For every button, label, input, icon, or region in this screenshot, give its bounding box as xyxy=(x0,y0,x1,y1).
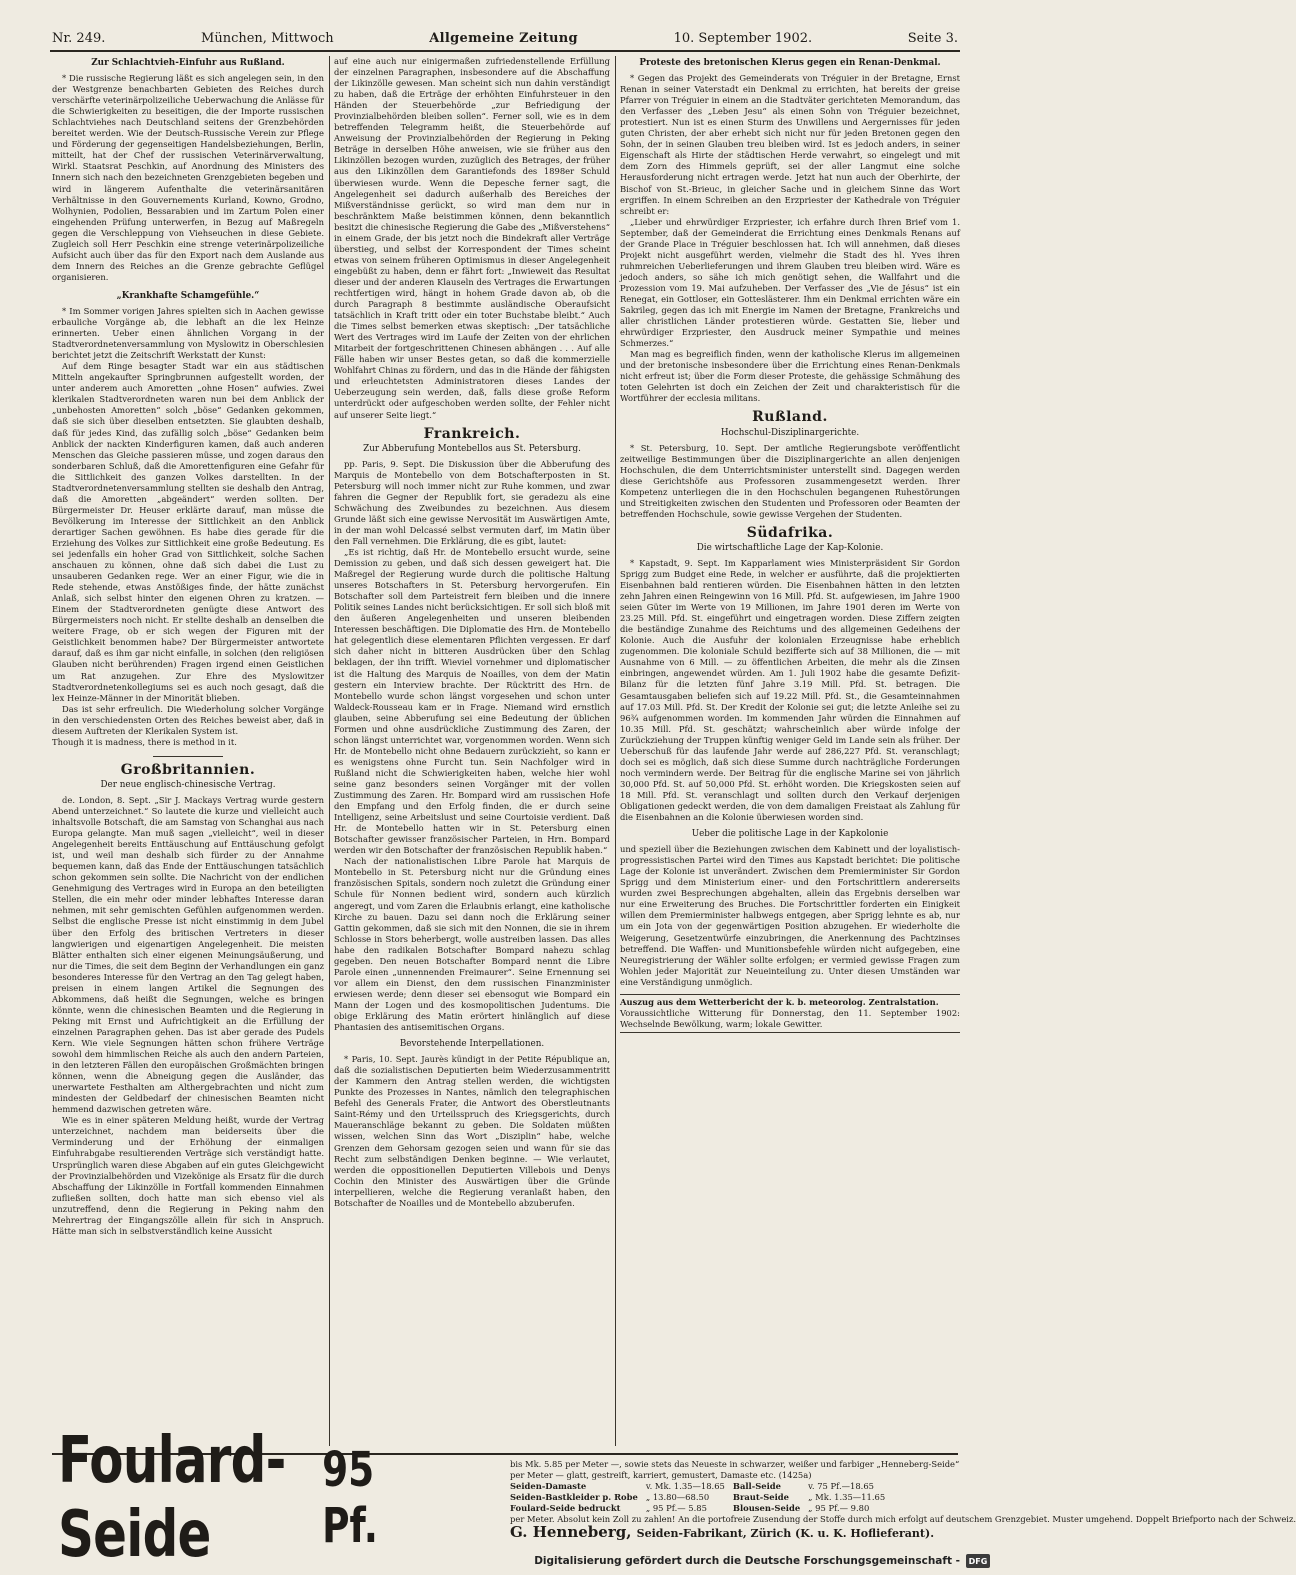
article-paragraph: Man mag es begreiflich finden, wenn der katholische Klerus im allgemeinen und der bretonische insbesondere über die Errichtung eines Renan-Denkmals nicht erfreut ist; über die Form dieser Proteste, die gehässige Schmähung des toten Gelehrten ist doch ein Zeichen der Zeit und charakteristisch für die Wortführer der ecclesia militans. xyxy=(620,349,960,404)
page-number: Seite 3. xyxy=(907,30,958,46)
article-paragraph: * Im Sommer vorigen Jahres spielten sich in Aachen gewisse erbauliche Vorgänge ab, die lebhaft an die lex Heinze erinnerten. Ueber einen ähnlichen Vorgang in der Stadtverordnetenversammlung von Myslowitz in Oberschlesien berichtet jetzt die Zeitschrift Werkstatt der Kunst: xyxy=(52,305,324,361)
ad-firm xyxy=(510,1523,956,1541)
ad-firm-detail: Seiden-Fabrikant, Zürich (K. u. K. Hoflieferant). xyxy=(636,1527,935,1540)
article-heading: Proteste des bretonischen Klerus gegen ein Renan-Denkmal. xyxy=(639,58,941,68)
section-separator xyxy=(52,756,324,757)
article-heading: Zur Schlachtvieh-Einfuhr aus Rußland. xyxy=(91,58,285,68)
ad-product-name: Foulard-Seide xyxy=(58,1424,286,1572)
issue-number: Nr. 249. xyxy=(52,30,106,46)
table-cell: Seiden-Bastkleider p. Robe xyxy=(510,1492,638,1502)
quote-line: Though it is madness, there is method in it. xyxy=(52,736,237,747)
article-paragraph: * Kapstadt, 9. Sept. Im Kapparlament wies Ministerpräsident Sir Gordon Sprigg zum Budget eine Rede, in welcher er ausführte, daß die projektierten Eisenbahnen bald rentieren würden. Die Eisenbahnen hätten in den letzten zehn Jahren einen Reingewinn von 16 Mill. Pfd. St. aufgewiesen, im Jahre 1900 seien Güter im Werte von 19 Millionen, im Jahre 1901 deren im Werte von 23.25 Mill. Pfd. St. eingeführt und eingetragen worden. Diese Ziffern zeigten die beständige Zunahme des Reichtums und des allgemeinen Gedeihens der Kolonie. Auch die Ausfuhr der kolonialen Erzeugnisse habe erheblich zugenommen. Die koloniale Schuld bezifferte sich auf 38 Millionen, die — mit Ausnahme von 6 Mill. — zu öffentlichen Arbeiten, die mehr als die Zinsen einbringen, angewendet würden. Am 1. Juli 1902 habe die gesamte Defizit-Bilanz für die letzten fünf Jahre 3.19 Mill. Pfd. St. betragen. Die Gesamtausgaben beliefen sich auf 19.22 Mill. Pfd. St., die Gesamteinnahmen auf 17.03 Mill. Pfd. St. Der Kredit der Kolonie sei gut; die letzte Anleihe sei zu 96¾ aufgenommen worden. Im kommenden Jahr würden die Einnahmen auf 10.35 Mill. Pfd. St. geschätzt; wahrscheinlich aber würde infolge der Zurückziehung der Truppen künftig weniger Geld im Lande sein als früher. Der Ueberschuß für das laufende Jahr werde auf 286,227 Pfd. St. veranschlagt; doch sei es möglich, daß sich diese Summe durch nachträgliche Forderungen noch vermindern werde. Der Beitrag für die englische Marine sei von jährlich 30,000 Pfd. St. auf 50,000 Pfd. St. erhöht worden. Die Kriegskosten seien auf 18 Mill. Pfd. St. veranschlagt und sollten durch den Verkauf derjenigen Obligationen gedeckt werden, die von dem damaligen Freistaat als Zahlung für die Eisenbahnen an die Kolonie überwiesen worden sind. xyxy=(620,557,960,823)
masthead: Allgemeine Zeitung xyxy=(429,30,578,46)
page-header xyxy=(52,28,958,48)
ad-details xyxy=(510,1459,1296,1541)
article-subheading: Bevorstehende Interpellationen. xyxy=(399,1039,545,1050)
table-cell: „ 13.80—68.50 xyxy=(645,1492,710,1502)
article-paragraph: Das ist sehr erfreulich. Die Wiederholung solcher Vorgänge in den verschiedensten Orten des Reiches beweist aber, daß in diesem Auftreten der Klerikalen System ist. xyxy=(52,703,324,736)
ad-price-table xyxy=(510,1481,893,1514)
weather-title: Auszug aus dem Wetterbericht der k. b. meteorolog. Zentralstation. xyxy=(620,996,939,1007)
article-subheading: Die wirtschaftliche Lage der Kap-Kolonie. xyxy=(696,542,884,553)
column-rule xyxy=(329,56,330,1446)
dfg-logo-icon: DFG xyxy=(966,1554,990,1568)
ad-line: bis Mk. 5.85 per Meter —, sowie stets das Neueste in schwarzer, weißer und farbiger „Henneberg-Seide“ xyxy=(510,1459,960,1469)
ad-line: per Meter — glatt, gestreift, karriert, gemustert, Damaste etc. (1425a) xyxy=(510,1470,812,1480)
table-cell: „ 95 Pf.— 5.85 xyxy=(645,1503,707,1513)
ad-line: per Meter. Absolut kein Zoll zu zahlen! An die portofreie Zusendung der Stoffe durch mich erfolgt auf deutschem Grenzgebiet. Muster umgehend. Doppelt Briefporto nach der Schweiz. xyxy=(510,1514,1296,1524)
article-paragraph: de. London, 8. Sept. „Sir J. Mackays Vertrag wurde gestern Abend unterzeichnet.“ So lautete die kurze und vielleicht auch inhaltsvolle Botschaft, die am Samstag von Schanghai aus nach Europa gelangte. Man muß sagen „vielleicht“, weil in dieser Angelegenheit bereits Enttäuschung auf Enttäuschung gefolgt ist, und weil man deshalb sich fürder zu der Annahme bequemen kann, daß das Ende der Enttäuschungen tatsächlich schon gekommen sein sollte. Die Nachricht von der endlichen Genehmigung des Vertrages wird in Europa an den beteiligten Stellen, die ein mehr oder minder lebhaftes Interesse daran nehmen, mit sehr gemischten Gefühlen aufgenommen werden. Selbst die englische Presse ist nicht einstimmig in dem Jubel über den Erfolg des britischen Vertreters in dieser langwierigen und eigenartigen Angelegenheit. Die meisten Blätter enthalten sich einer eigenen Meinungsäußerung, und nur die Times, die seit dem Beginn der Verhandlungen ein ganz besonderes Interesse für den Vertrag an den Tag gelegt haben, preisen in einem langen Artikel die Segnungen des Abkommens, daß heißt die Segnungen, welche es bringen könnte, wenn die chinesischen Beamten und die Regierung in Peking mit Ernst und Aufrichtigkeit an die Erfüllung der einzelnen Paragraphen gehen. Das ist aber gerade des Pudels Kern. Wie viele Segnungen hätten schon frühere Verträge sowohl dem himmlischen Reiche als auch den andern Parteien, in den letzteren Fällen den europäischen Großmächten bringen können, wenn die Abneigung gegen die Ausländer, das unerwartete Festhalten am Althergebrachten und nicht zum mindesten der Geldbedarf der chinesischen Beamten nicht hemmend dazwischen getreten wäre. xyxy=(52,794,324,1115)
table-cell: „ Mk. 1.35—11.65 xyxy=(808,1492,886,1502)
article-paragraph: und speziell über die Beziehungen zwischen dem Kabinett und der loyalistisch-progressistischen Partei wird den Times aus Kapstadt berichtet: Die politische Lage der Kolonie ist unverändert. Zwischen dem Premierminister Sir Gordon Sprigg und dem Ministerium einer- und den Fortschrittlern andererseits wurden zwei Besprechungen abgehalten, allein das Ergebnis derselben war nur eine Erweiterung des Bruches. Die Fortschrittler forderten ein Einigkeit willen dem Premierminister halbwegs entgegen, aber Sprigg lehnte es ab, nur um ein Jota von der gegenwärtigen Position abzugehen. Er wiederholte die Weigerung, Gesetzentwürfe einzubringen, die Anerkennung des Pachtzinses betreffend. Die Waffen- und Munitionsbefehle würden nicht aufgegeben, eine Neuregistrierung der Wähler sollte erfolgen; er vermied gewisse Fragen zum Wohlen jeder Majorität zur Neueinteilung zu. Unter diesen Umständen war eine Verständigung unmöglich. xyxy=(620,844,960,987)
column-2 xyxy=(334,56,610,1448)
article-subheading: Zur Abberufung Montebellos aus St. Petersburg. xyxy=(363,443,581,454)
table-cell: Braut-Seide xyxy=(732,1492,789,1502)
section-heading-sa: Südafrika. xyxy=(746,524,834,541)
credit-text: Digitalisierung gefördert durch die Deutsche Forschungsgemeinschaft - xyxy=(534,1555,960,1567)
weather-text: Voraussichtliche Witterung für Donnerstag, den 11. September 1902: Wechselnde Bewölkung, warm; lokale Gewitter. xyxy=(620,1007,960,1029)
table-cell: v. 75 Pf.—18.65 xyxy=(808,1481,874,1491)
article-paragraph: „Es ist richtig, daß Hr. de Montebello ersucht wurde, seine Demission zu geben, und daß sich dessen geweigert hat. Die Maßregel der Regierung wurde durch die politische Haltung unseres Botschafters in St. Petersburg hervorgerufen. Ein Botschafter soll dem Parteistreit fern bleiben und die innere Politik seines Landes nicht berücksichtigen. Er soll sich bloß mit den äußeren Angelegenheiten und unseren bleibenden Interessen beschäftigen. Die Diplomatie des Hrn. de Montebello hat gelegentlich diese elementaren Pflichten vergessen. Er darf sich daher nicht in bitteren Ausdrücken über den Schlag beklagen, der ihn trifft. Wieviel vornehmer und diplomatischer ist die Haltung des Marquis de Noailles, von dem der Matin gestern ein Interview brachte. Der Rücktritt des Hrn. de Montebello wurde schon längst vorgesehen und schon unter Waldeck-Rousseau kam er in Frage. Niemand wird ernstlich glauben, seine Abberufung sei eine Bedeutung der üblichen Formen und ohne ausdrückliche Zustimmung des Zaren, der schon längst unterrichtet war, vorgenommen worden. Wenn sich Hr. de Montebello nicht ohne Bedauern zurückzieht, so kann er es wenigstens ohne Furcht tun. Sein Nachfolger wird in Rußland nicht die Schwierigkeiten haben, welche hier wohl seine ganz besonders seinen Vorgänger mit der vollen Zustimmung des Zaren. Hr. Bompard wird am russischen Hofe den Empfang und den Erfolg finden, die er durch seine Intelligenz, seine Arbeitslust und seine Courtoisie verdient. Daß Hr. de Montebello hatten wir in St. Petersburg einen Botschafter gewisser französischer Parteien, in Hrn. Bompard werden wir den Botschafter der französischen Republik haben.“ xyxy=(334,547,610,856)
section-heading-ru: Rußland. xyxy=(752,409,828,426)
article-paragraph: * St. Petersburg, 10. Sept. Der amtliche Regierungsbote veröffentlicht zeitweilige Bestimmungen über die Disziplinargerichte an allen denjenigen Hochschulen, die dem Unterrichtsminister unterstellt sind. Dagegen werden diese Gerichtshöfe aus Professoren zusammengesetzt werden. Ihrer Kompetenz unterliegen die in den Hochschulen begangenen Ruhestörungen und Streitigkeiten zwischen den Studenten und Professoren oder Beamten der betreffenden Hochschule, sowie gewisse Vergehen der Studenten. xyxy=(620,442,960,519)
weather-report xyxy=(620,994,960,1033)
section-heading-gb: Großbritannien. xyxy=(120,761,256,778)
article-paragraph: * Gegen das Projekt des Gemeinderats von Tréguier in der Bretagne, Ernst Renan in seiner Vaterstadt ein Denkmal zu errichten, hat bereits der greise Pfarrer von Tréguier in einem an die Stadtväter gerichteten Memorandum, das den Verfasser des „Leben Jesu“ als einen Sohn von Tréguier bezeichnet, protestiert. Nun ist es einen Sturm des Unwillens und Aergernisses für jeden guten Christen, der aber erhebt sich nicht nur für jeden Bretonen gegen den Sohn, der in seinen Glauben treu bleiben wird. Ist es jedoch anders, in seiner Eigenschaft als Hirte der städtischen Herde verwahrt, so eingelegt und mit dem Zorn des Himmels geprüft, sei der aller Langmut eine solche Herausforderung nicht ertragen werde. Jetzt hat nun auch der Oberhirte, der Bischof von St.-Brieuc, in gleicher Sache und in gleichem Sinne das Wort ergriffen. In einem Schreiben an den Erzpriester der Kathedrale von Tréguier schreibt er: xyxy=(620,73,960,216)
article-paragraph: „Lieber und ehrwürdiger Erzpriester, ich erfahre durch Ihren Brief vom 1. September, daß der Gemeinderat die Errichtung eines Denkmals Renans auf der Grande Place in Tréguier beschlossen hat. Ich will annehmen, daß dieses Projekt nicht ausgeführt werden, vielmehr die Stadt des hl. Yves ihren ruhmreichen Ueberlieferungen und ihrem Glauben treu bleiben wird. Wäre es jedoch anders, so sähe ich mich genötigt sehen, die Wallfahrt und die Prozession vom 19. Mai aufzuheben. Der Verfasser des „Vie de Jésus“ ist ein Renegat, ein Gottloser, ein Gotteslästerer. Ihm ein Denkmal errichten wäre ein Sakrileg, gegen das ich mit Energie im Namen der Bretagne, Frankreichs und aller christlichen Länder protestieren würde. Gestatten Sie, lieber und ehrwürdiger Erzpriester, den Ausdruck meiner Sympathie und meines Schmerzes.“ xyxy=(620,216,960,349)
article-subheading: Ueber die politische Lage in der Kapkolonie xyxy=(691,829,889,840)
article-subheading: Der neue englisch-chinesische Vertrag. xyxy=(100,779,276,790)
ad-headline xyxy=(58,1424,401,1572)
article-subheading: Hochschul-Disziplinargerichte. xyxy=(720,427,860,438)
ad-firm-name: G. Henneberg, xyxy=(510,1523,632,1541)
article-paragraph: pp. Paris, 9. Sept. Die Diskussion über die Abberufung des Marquis de Montebello von dem Botschafterposten in St. Petersburg will noch immer nicht zur Ruhe kommen, und zwar fahren die Gegner der Republik fort, sie geradezu als eine Schwächung des Zweibundes zu bezeichnen. Aus diesem Grunde läßt sich eine gewisse Nervosität im Auswärtigen Amte, in der man wohl Delcassé selbst vermuten darf, im Matin über den Fall vernehmen. Die Erklärung, die es gibt, lautet: xyxy=(334,458,610,546)
table-cell: Blousen-Seide xyxy=(732,1503,801,1513)
section-heading-fr: Frankreich. xyxy=(423,425,521,442)
article-heading: „Krankhafte Schamgefühle.“ xyxy=(116,290,260,301)
table-row xyxy=(510,1492,893,1503)
article-paragraph: * Die russische Regierung läßt es sich angelegen sein, in den der Westgrenze benachbarten Gebieten des Reiches durch verschärfte veterinärpolizeiliche Ueberwachung die Anlässe für die Schwierigkeiten zu beseitigen, die der Importe russischen Schlachtviehes nach Deutschland seitens der Grenzbehörden bereitet werden. Wie der Deutsch-Russische Verein zur Pflege und Förderung der gegenseitigen Handelsbeziehungen, Berlin, mitteilt, hat der Chef der russischen Veterinärverwaltung, Wirkl. Staatsrat Peschkin, auf Anordnung des Ministers des Innern sich nach den bezeichneten Grenzgebieten begeben und wird in längerem Aufenthalte die veterinärsanitären Verhältnisse in den Gouvernements Kurland, Kowno, Grodno, Wolhynien, Podolien, Bessarabien und im Zartum Polen einer eingehenden Prüfung unterwerfen, in Bezug auf Maßregeln gegen die Verschleppung von Viehseuchen in diese Gebiete. Zugleich soll Herr Peschkin eine strenge veterinärpolizeiliche Aufsicht auch über das für den Export nach dem Auslande aus dem Innern des Reiches an die Grenze gebrachte Geflügel organisieren. xyxy=(52,73,324,282)
table-row xyxy=(510,1503,893,1514)
header-rule xyxy=(50,50,960,52)
article-paragraph: Nach der nationalistischen Libre Parole hat Marquis de Montebello in St. Petersburg nicht nur die Gründung eines französischen Spitals, sondern noch zuletzt die Gründung einer Schule für Nonnen bedient wird, sondern auch kürzlich angeregt, und vom Zaren die Erlaubnis erlangt, eine katholische Kirche zu bauen. Dazu sei dann noch die Erklärung seiner Gattin gekommen, daß sie sich mit den Nonnen, die sie in ihrem Schlosse in Stors beherbergt, wolle austreiben lassen. Das alles habe den radikalen Botschafter Bompard nahezu schlag gegeben. Den neuen Botschafter Bompard nennt die Libre Parole einen „unnennenden Freimaurer“. Seine Ernennung sei vor allem ein Dienst, den dem russischen Finanzminister erwiesen werde; denn dieser sei ebensogut wie Bompard ein Mann der Logen und des kosmopolitischen Judentums. Die obige Erklärung des Matin erörtert hinlänglich auf diese Phantasien des antisemitischen Organs. xyxy=(334,856,610,1033)
column-1 xyxy=(52,56,324,1448)
table-cell: Ball-Seide xyxy=(732,1481,781,1491)
article-paragraph: Wie es in einer späteren Meldung heißt, wurde der Vertrag unterzeichnet, nachdem man beiderseits über die Verminderung und der Erhöhung der einmaligen Einfuhrabgabe resultierenden Verträge sich verständigt hatte. Ursprünglich waren diese Abgaben auf ein gutes Gleichgewicht der Provinzialbehörden und Vizekönige als Ersatz für die durch Abschaffung der Likinzölle in Fortfall kommenden Einnahmen zufließen sollten, doch hatte man sich ebenso viel als unzutreffend, denn die Regierung in Peking nahm den Mehrertrag der Eingangszölle allein für sich in Anspruch. Hätte man sich in selbstverständlich keine Aussicht xyxy=(52,1115,324,1236)
column-3 xyxy=(620,56,960,1448)
ad-price: 95 Pf. xyxy=(322,1442,378,1554)
table-row xyxy=(510,1481,893,1492)
column-rule xyxy=(615,56,616,1446)
table-cell: „ 95 Pf.— 9.80 xyxy=(808,1503,870,1513)
table-cell: v. Mk. 1.35—18.65 xyxy=(645,1481,725,1491)
city-day: München, Mittwoch xyxy=(201,30,334,46)
table-cell: Seiden-Damaste xyxy=(510,1481,587,1491)
digitization-credit xyxy=(534,1553,990,1569)
article-paragraph: auf eine auch nur einigermaßen zufriedenstellende Erfüllung der einzelnen Paragraphen, insbesondere auf die Abschaffung der Likinzölle gewesen. Man scheint sich nun dahin verständigt zu haben, daß die Erträge der erhöhten Einfuhrsteuer in den Händen der Steuerbehörde „zur Befriedigung der Provinzialbehörden bleiben sollen“. Ferner soll, wie es in dem betreffenden Telegramm heißt, die Steuerbehörde auf Anweisung der Provinzialbehörden der Regierung in Peking Beträge in derselben Höhe anweisen, wie sie früher aus den Likinzöllen bezogen wurden, zuzüglich des Betrages, der früher aus den Likinzöllen dem Garantiefonds des 1898er Schuld überwiesen wurde. Wenn die Depesche ferner sagt, die Angelegenheit sei dadurch außerhalb des Bereiches der Mißverständnisse gerückt, so wird man dem nur in beschränktem Maße beistimmen können, denn bekanntlich besitzt die chinesische Regierung die Gabe des „Mißverstehens“ in einem Grade, der bis jetzt noch die Bindekraft aller Verträge überstieg, und selbst der Korrespondent der Times scheint etwas von seinem früheren Optimismus in dieser Angelegenheit eingebüßt zu haben, denn er fährt fort: „Inwieweit das Resultat dieser und der anderen Klauseln des Vertrages die Erwartungen rechtfertigen wird, hängt in hohem Grade davon ab, ob die durch Paragraph 8 bestimmte ausländische Oberaufsicht tatsächlich in Kraft tritt oder ein toter Buchstabe bleibt.“ Auch die Times selbst bemerken etwas skeptisch: „Der tatsächliche Wert des Vertrages wird im Laufe der Zeiten von der ehrlichen Mitarbeit der fortgeschrittenen Chinesen abhängen . . . Auf alle Fälle haben wir unser Bestes getan, so daß die kommerzielle Wohlfahrt Chinas zu fördern, und das in die Hände der fähigsten und erleuchtetsten Administratoren dieses Landes der Ueberzeugung sein werden, daß, falls diese große Reform unterdrückt oder aufgeschoben werden sollte, der Fehler nicht auf unserer Seite liegt.“ xyxy=(334,56,610,420)
table-cell: Foulard-Seide bedruckt xyxy=(510,1503,621,1513)
article-paragraph: Auf dem Ringe besagter Stadt war ein aus städtischen Mitteln angekaufter Springbrunnen aufgestellt worden, der unter anderem auch Amoretten „ohne Hosen“ aufwies. Zwei klerikalen Stadtverordneten waren nun bei dem Anblick der „unbehosten Amoretten“ solch „böse“ Gedanken gekommen, daß sie sich über dieselben entsetzten. Sie glaubten deshalb, daß für jedes Kind, das zufällig solch „böse“ Gedanken beim Anblick der nackten Kinderfiguren kamen, daß auch anderen Menschen das Gleiche passieren müsse, und zogen daraus den sonderbaren Schluß, daß die Amorettenfiguren eine Gefahr für die Sittlichkeit des ganzen Volkes darstellten. In der Stadtverordnetenversammlung stellten sie deshalb den Antrag, daß die Amoretten „abgeändert“ werden sollten. Der Bürgermeister Dr. Heuser erklärte darauf, man müsse die Bevölkerung im Interesse der Sittlichkeit an den Anblick derartiger Sachen gewöhnen. Es habe dies gerade für die Erziehung des Volkes zur Sittlichkeit eine große Bedeutung. Es sei jedenfalls ein hoher Grad von Sittlichkeit, solche Sachen anschauen zu können, ohne daß sich dabei die Lust zu unsauberen Gedanken rege. Wer an einer Figur, wie die in Rede stehende, etwas Anstößiges finde, der hätte zunächst Anlaß, sich selbst hinter den eigenen Ohren zu kratzen. — Einem der Stadtverordneten genügte diese Antwort des Bürgermeisters noch nicht. Er stellte deshalb an denselben die weitere Frage, ob er sich wegen der Figuren mit der Geistlichkeit benommen habe? Der Bürgermeister antwortete darauf, daß es ihm gar nicht einfalle, in solchen (den religiösen Glauben nicht berührenden) Fragen irgend einen Geistlichen um Rat anzugehen. Zur Ehre des Myslowitzer Stadtverordnetenkollegiums sei es auch noch gesagt, daß die lex Heinze-Männer in der Minorität blieben. xyxy=(52,361,324,703)
article-paragraph: * Paris, 10. Sept. Jaurès kündigt in der Petite République an, daß die sozialistischen Deputierten beim Wiederzusammentritt der Kammern den Antrag stellen werden, die wichtigsten Punkte des Prozesses in Nantes, nämlich den telegraphischen Befehl des Generals Frater, die Antwort des Oberstleutnants Saint-Rémy und den Urteilsspruch des Kriegsgerichts, durch Maueranschläge bekannt zu geben. Die Soldaten müßten wissen, welchen Sinn das Wort „Disziplin“ habe, welche Grenzen dem Gehorsam gezogen seien und wann für sie das Recht zum selbständigen Denken beginne. — Wie verlautet, werden die oppositionellen Deputierten Villebois und Denys Cochin den Minister des Auswärtigen über die Gründe interpellieren, welche die Regierung veranlaßt haben, den Botschafter de Noailles und de Montebello abzuberufen. xyxy=(334,1054,610,1208)
issue-date: 10. September 1902. xyxy=(673,30,813,46)
